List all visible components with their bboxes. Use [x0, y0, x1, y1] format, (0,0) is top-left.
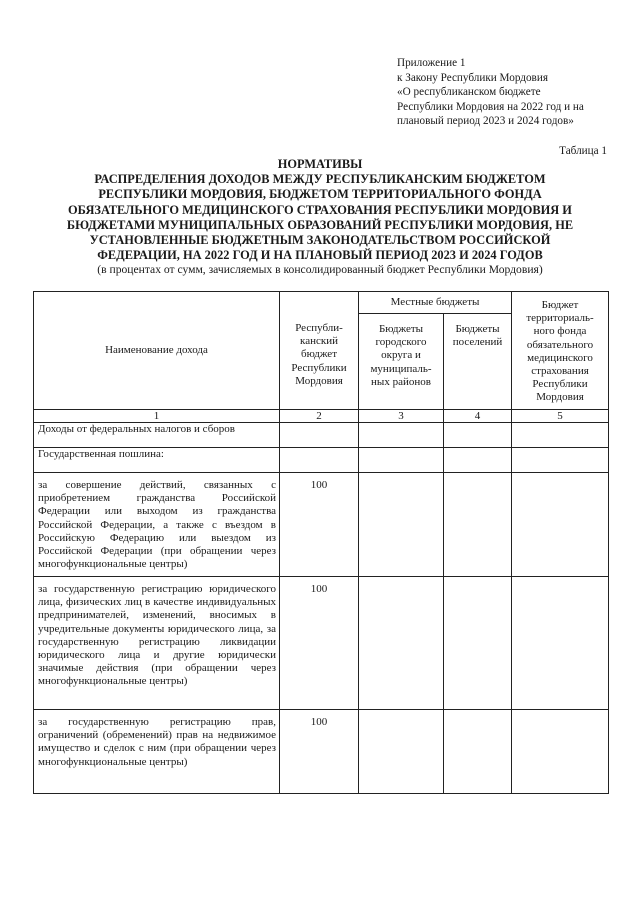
republican-value: 100 — [280, 473, 359, 577]
table-number-label: Таблица 1 — [559, 145, 607, 157]
column-number: 4 — [444, 410, 512, 423]
empty-cell — [512, 710, 609, 794]
title-line: РАСПРЕДЕЛЕНИЯ ДОХОДОВ МЕЖДУ РЕСПУБЛИКАНСКИМ БЮДЖЕТОМ — [94, 172, 546, 187]
empty-cell — [444, 473, 512, 577]
empty-cell — [280, 448, 359, 473]
empty-cell — [444, 577, 512, 710]
column-number: 3 — [359, 410, 444, 423]
section-label: Государственная пошлина: — [34, 448, 280, 473]
section-row — [34, 448, 609, 473]
column-number-row — [34, 410, 609, 423]
header-income-name: Наименование дохода — [34, 292, 280, 410]
title-line: РЕСПУБЛИКИ МОРДОВИЯ, БЮДЖЕТОМ ТЕРРИТОРИАЛЬНОГО ФОНДА — [98, 187, 542, 202]
header-local-budgets: Местные бюджеты — [359, 292, 512, 314]
income-description: за государственную регистрацию прав, ограничений (обременений) прав на недвижимое имущество и сделок с ним (при обращении через многофункциональные центры) — [34, 710, 280, 794]
table-row — [34, 710, 609, 794]
empty-cell — [512, 423, 609, 448]
empty-cell — [359, 473, 444, 577]
title-line: ОБЯЗАТЕЛЬНОГО МЕДИЦИНСКОГО СТРАХОВАНИЯ РЕСПУБЛИКИ МОРДОВИЯ И — [68, 202, 572, 217]
empty-cell — [359, 577, 444, 710]
empty-cell — [359, 710, 444, 794]
column-number: 5 — [512, 410, 609, 423]
document-title — [0, 157, 640, 277]
title-line: ФЕДЕРАЦИИ, НА 2022 ГОД И НА ПЛАНОВЫЙ ПЕРИОД 2023 И 2024 ГОДОВ — [97, 248, 543, 263]
empty-cell — [359, 448, 444, 473]
header-label: Бюджет территориаль- ного фонда обязательного медицинского страхования Республики Мордовия — [526, 299, 594, 404]
empty-cell — [359, 423, 444, 448]
empty-cell — [444, 423, 512, 448]
section-row — [34, 423, 609, 448]
header-label: Бюджеты поселений — [452, 323, 503, 349]
header-label: Республи- канский бюджет Республики Мордовия — [291, 322, 347, 387]
column-number: 2 — [280, 410, 359, 423]
section-label: Доходы от федеральных налогов и сборов — [34, 423, 280, 448]
empty-cell — [512, 448, 609, 473]
table-row — [34, 473, 609, 577]
republican-value: 100 — [280, 710, 359, 794]
title-line: НОРМАТИВЫ — [277, 157, 363, 171]
appendix-note — [397, 56, 637, 129]
title-subtitle: (в процентах от сумм, зачисляемых в консолидированный бюджет Республики Мордовия) — [97, 263, 543, 277]
appendix-line: Республики Мордовия на 2022 год и на — [397, 100, 584, 113]
norms-table — [33, 291, 609, 794]
empty-cell — [444, 710, 512, 794]
column-number: 1 — [34, 410, 280, 423]
header-label: Бюджеты городского округа и муниципаль- ных районов — [370, 323, 432, 388]
empty-cell — [512, 577, 609, 710]
table-row — [34, 577, 609, 710]
header-settlement-budgets — [444, 314, 512, 410]
republican-value: 100 — [280, 577, 359, 710]
income-description: за совершение действий, связанных с приобретением гражданства Российской Федерации или выходом из гражданства Российской Федерации, а также с въездом в Российскую Федерацию или выездом из Российской Федерации (при обращении через многофункциональные центры) — [34, 473, 280, 577]
title-heading — [0, 157, 640, 263]
income-description: за государственную регистрацию юридического лица, физических лиц в качестве индивидуальных предпринимателей, изменений, вносимых в учредительные документы юридического лица, за государственную регистрацию ликвидации юридического лица и другие юридически значимые действия (при обращении через многофункциональные центры) — [34, 577, 280, 710]
title-line: БЮДЖЕТАМИ МУНИЦИПАЛЬНЫХ ОБРАЗОВАНИЙ РЕСПУБЛИКИ МОРДОВИЯ, НЕ — [66, 217, 574, 232]
title-line: УСТАНОВЛЕННЫЕ БЮДЖЕТНЫМ ЗАКОНОДАТЕЛЬСТВОМ РОССИЙСКОЙ — [89, 233, 551, 248]
appendix-line: плановый период 2023 и 2024 годов» — [397, 115, 574, 128]
appendix-line: Приложение 1 — [397, 57, 466, 69]
header-republican-budget — [280, 292, 359, 410]
header-city-district-budgets — [359, 314, 444, 410]
appendix-line: к Закону Республики Мордовия — [397, 71, 548, 84]
empty-cell — [280, 423, 359, 448]
empty-cell — [444, 448, 512, 473]
appendix-line: «О республиканском бюджете — [397, 86, 541, 99]
header-tfoms-budget — [512, 292, 609, 410]
empty-cell — [512, 473, 609, 577]
